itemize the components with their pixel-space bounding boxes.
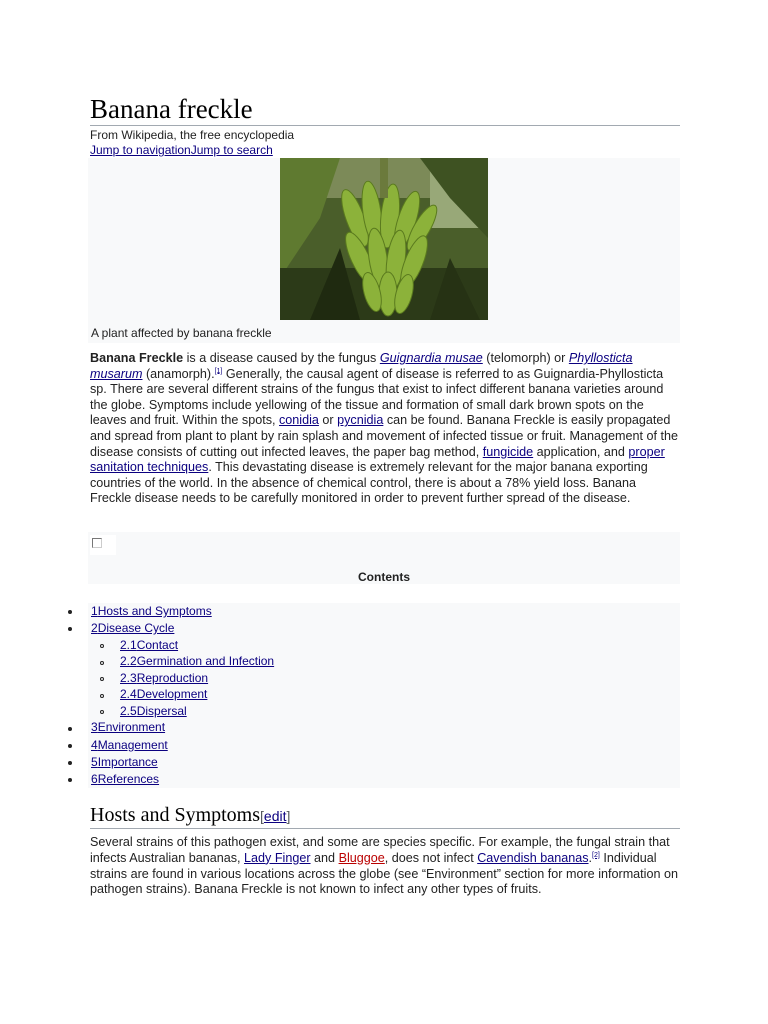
reference-1-link[interactable]: [1] <box>214 367 223 375</box>
jump-to-search-link[interactable]: Jump to search <box>190 143 273 157</box>
reference-2-link[interactable]: [2] <box>592 851 600 859</box>
bullet-icon <box>68 627 72 631</box>
conidia-link[interactable]: conidia <box>279 413 319 428</box>
lady-finger-link[interactable]: Lady Finger <box>244 850 311 865</box>
bullet-circle-icon <box>100 661 104 665</box>
toc-item-disease-cycle[interactable]: 2Disease Cycle <box>91 621 175 635</box>
toc-item-contact[interactable]: 2.1Contact <box>120 638 179 652</box>
toc-item-reproduction[interactable]: 2.3Reproduction <box>120 671 209 685</box>
image-caption: A plant affected by banana freckle <box>91 326 272 340</box>
hosts-symptoms-paragraph: Several strains of this pathogen exist, and some are species specific. For example, the fungal strain that infects Australian bananas, Lady Finger and Bluggoe, does not infect Cavendish bananas.[2] Individual strains are found in various locations across the globe (see “Environment” section for more information on pathogen strains). Banana Freckle is not known to infect any other types of fruits. <box>90 835 678 897</box>
bullet-circle-icon <box>100 710 104 714</box>
guignardia-musae-link[interactable]: Guignardia musae <box>379 351 483 365</box>
toc-item-references[interactable]: 6References <box>91 772 160 786</box>
banana-plant-photo[interactable] <box>280 158 488 320</box>
bullet-icon <box>68 778 72 782</box>
bullet-circle-icon <box>100 677 104 681</box>
bullet-circle-icon <box>100 694 104 698</box>
toc-item-germination-and-infection[interactable]: 2.2Germination and Infection <box>120 654 275 668</box>
lead-bold-term: Banana Freckle <box>90 351 184 365</box>
toc-title: Contents <box>358 570 410 584</box>
edit-section-bracket: [edit] <box>260 808 291 824</box>
section-heading-hosts-and-symptoms: Hosts and Symptoms[edit] <box>90 803 680 829</box>
bullet-icon <box>68 610 72 614</box>
toc-item-hosts-and-symptoms[interactable]: 1Hosts and Symptoms <box>91 604 212 618</box>
bullet-circle-icon <box>100 644 104 648</box>
lead-paragraph: Banana Freckle is a disease caused by the fungus Guignardia musae (telomorph) or Phyllosticta musarum (anamorph).[1] Generally, the causal agent of disease is referred to as Guignardia-Phyllosticta sp. There are several different strains of the fungus that exist to infect different banana varieties around the globe. Symptoms include yellowing of the tissue and formation of small dark brown spots on the leaves and fruit. Within the spots, conidia or pycnidia can be found. Banana Freckle is easily propagated and spread from plant to plant by rain splash and movement of infected tissue or fruit. Management of the disease consists of cutting out infected leaves, the paper bag method, fungicide application, and proper sanitation techniques. This devastating disease is extremely relevant for the major banana exporting countries of the world. In the absence of chemical control, there is about a 78% yield loss. Banana Freckle disease needs to be carefully monitored in order to prevent further spread of the disease. <box>90 351 679 506</box>
banana-plant-image <box>280 158 488 320</box>
toc-item-development[interactable]: 2.4Development <box>120 687 208 701</box>
bullet-icon <box>68 761 72 765</box>
sanitation-link[interactable]: proper sanitation techniques <box>90 444 665 475</box>
jump-to-navigation-link[interactable]: Jump to navigation <box>90 143 191 157</box>
fungicide-link[interactable]: fungicide <box>482 444 534 459</box>
site-tagline: From Wikipedia, the free encyclopedia <box>90 128 295 142</box>
bullet-icon <box>68 727 72 731</box>
toc-item-importance[interactable]: 5Importance <box>91 755 158 769</box>
page-title: Banana freckle <box>90 92 680 126</box>
phyllosticta-musarum-link[interactable]: Phyllosticta musarum <box>90 351 633 381</box>
cavendish-bananas-link[interactable]: Cavendish bananas <box>477 850 589 865</box>
bluggoe-link[interactable]: Bluggoe <box>338 850 385 865</box>
pycnidia-link[interactable]: pycnidia <box>337 413 384 428</box>
bullet-icon <box>68 744 72 748</box>
toc-item-dispersal[interactable]: 2.5Dispersal <box>120 704 187 718</box>
toc-item-environment[interactable]: 3Environment <box>91 720 166 734</box>
toc-toggle-checkbox-icon[interactable] <box>92 538 102 548</box>
jump-links <box>90 143 273 157</box>
toc-item-management[interactable]: 4Management <box>91 738 168 752</box>
toc-toggle[interactable] <box>90 535 116 555</box>
edit-section-link[interactable]: edit <box>263 808 287 824</box>
